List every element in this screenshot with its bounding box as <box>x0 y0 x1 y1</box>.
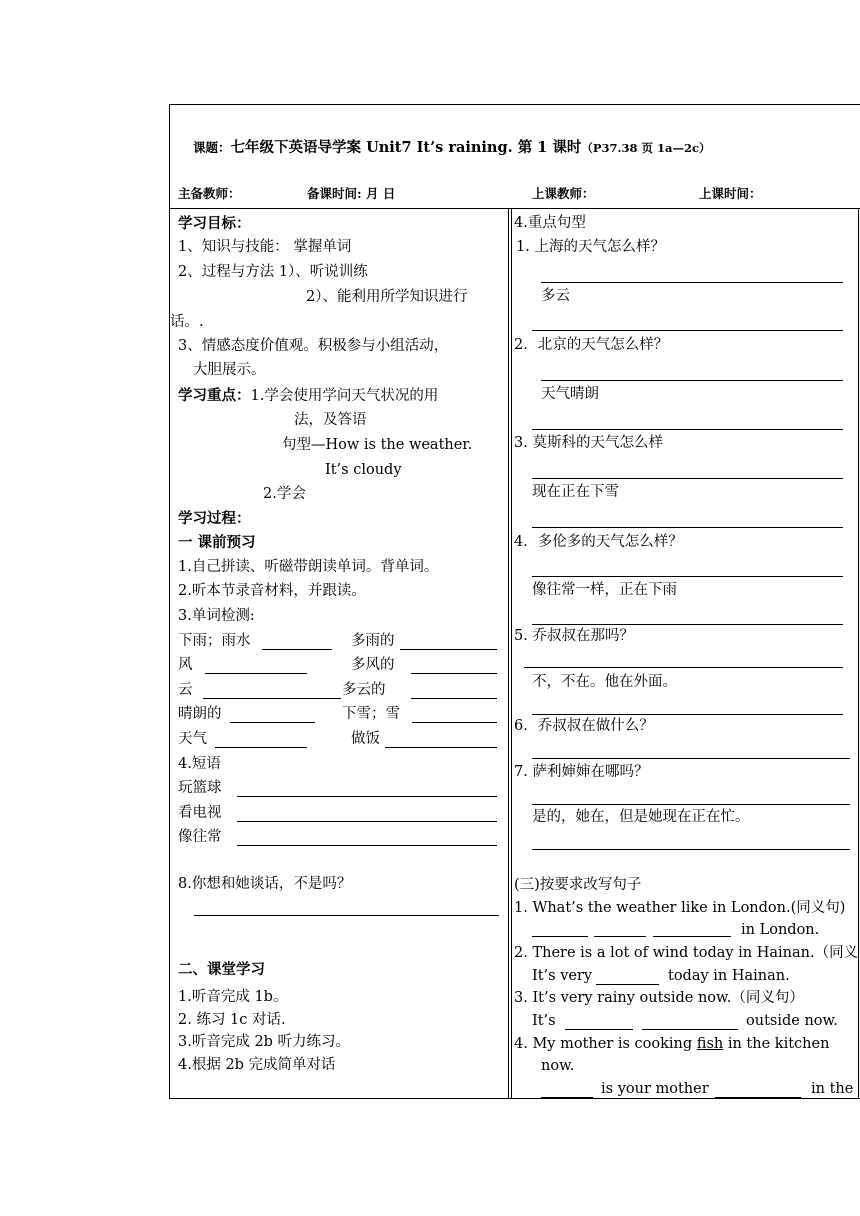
header-divider <box>170 208 860 209</box>
answer-blank[interactable] <box>237 821 497 822</box>
phrase-item: 像往常 <box>178 829 222 845</box>
sentence-question-7: 7. 萨利婶婶在哪吗？ <box>514 764 649 780</box>
answer-blank[interactable] <box>400 649 497 650</box>
focus-line-1: 学习重点：1.学会使用学问天气状况的用 <box>178 387 439 404</box>
sentence-hint-3: 现在正在下雪 <box>532 484 619 500</box>
sentence-question-1: 1. 上海的天气怎么样？ <box>516 239 665 255</box>
sentence-question-5: 5. 乔叔叔在那吗？ <box>514 628 634 644</box>
rewrite-3-pre: It’s <box>532 1013 556 1029</box>
answer-blank[interactable] <box>532 527 843 528</box>
answer-blank[interactable] <box>532 429 843 430</box>
answer-blank[interactable] <box>205 673 307 674</box>
answer-blank[interactable] <box>524 667 843 668</box>
answer-blank[interactable] <box>532 804 850 805</box>
focus-line-3: 句型—How is the weather. <box>282 437 473 453</box>
section-3-heading: (三)按要求改写句子 <box>514 877 642 893</box>
goal-2b: 2）、能利用所学知识进行 <box>306 289 468 305</box>
section-1-heading: 一 课前预习 <box>178 534 256 551</box>
rewrite-3-post: outside now. <box>746 1013 838 1029</box>
class-item-4: 4.根据 2b 完成简单对话 <box>178 1057 336 1073</box>
teacher-label: 主备教师： <box>178 186 241 201</box>
answer-blank[interactable] <box>203 698 341 699</box>
rewrite-1: 1. What’s the weather like in London.(同义句) <box>514 900 846 916</box>
sentence-question-4: 4．多伦多的天气怎么样？ <box>514 534 683 550</box>
answer-blank[interactable] <box>594 936 646 937</box>
vocab-word: 晴朗的 <box>178 706 222 722</box>
answer-blank[interactable] <box>541 1097 593 1098</box>
rewrite-3: 3. It’s very rainy outside now.（同义句） <box>514 990 804 1006</box>
section-2-heading: 二、课堂学习 <box>178 961 265 978</box>
class-teacher-label: 上课教师： <box>532 186 595 201</box>
goal-3b: 大胆展示。 <box>193 362 266 378</box>
vocab-word: 做饭 <box>351 731 380 747</box>
answer-blank[interactable] <box>532 330 843 331</box>
answer-blank[interactable] <box>385 747 497 748</box>
rewrite-2-pre: It’s very <box>532 968 593 984</box>
answer-blank[interactable] <box>541 282 843 283</box>
vocab-word: 下雨；雨水 <box>178 633 251 649</box>
answer-blank[interactable] <box>215 747 307 748</box>
answer-blank[interactable] <box>532 758 850 759</box>
answer-blank[interactable] <box>541 380 843 381</box>
answer-blank[interactable] <box>411 698 497 699</box>
goal-2c: 话。. <box>170 314 204 330</box>
rewrite-1-tail: in London. <box>741 922 820 938</box>
class-time-label: 上课时间： <box>699 186 762 201</box>
answer-blank[interactable] <box>262 649 332 650</box>
goal-1: 1、知识与技能： 掌握单词 <box>178 239 352 255</box>
answer-blank[interactable] <box>532 624 843 625</box>
sentence-question-6: 6．乔叔叔在做什么？ <box>514 718 654 734</box>
sentence-hint-1: 多云 <box>541 288 570 304</box>
vocab-word: 风 <box>178 657 193 673</box>
phrases-heading: 4.短语 <box>178 756 221 772</box>
vocab-word: 下雪；雪 <box>342 706 400 722</box>
focus-line-5: 2.学会 <box>263 486 306 502</box>
focus-line-4: It’s cloudy <box>325 462 402 478</box>
preview-item-1: 1.自己拼读、听磁带朗读单词。背单词。 <box>178 559 439 575</box>
question-8: 8.你想和她谈话，不是吗？ <box>178 876 352 892</box>
vocab-word: 天气 <box>178 731 207 747</box>
phrase-item: 玩篮球 <box>178 780 222 796</box>
goal-2: 2、过程与方法 1）、听说训练 <box>178 264 368 280</box>
answer-blank[interactable] <box>532 849 850 850</box>
answer-blank[interactable] <box>230 722 315 723</box>
answer-blank[interactable] <box>532 478 843 479</box>
answer-blank[interactable] <box>412 722 497 723</box>
answer-blank[interactable] <box>532 714 843 715</box>
answer-blank[interactable] <box>653 936 731 937</box>
answer-blank[interactable] <box>532 576 843 577</box>
vocab-word: 云 <box>178 682 193 698</box>
phrase-item: 看电视 <box>178 805 222 821</box>
sentence-question-3: 3. 莫斯科的天气怎么样 <box>514 435 663 451</box>
sentence-hint-2: 天气晴朗 <box>541 386 599 402</box>
rewrite-4-mid: is your mother <box>601 1081 709 1097</box>
rewrite-2-post: today in Hainan. <box>668 968 790 984</box>
rewrite-2: 2. There is a lot of wind today in Hainan.（同义 <box>514 945 859 961</box>
vocab-word: 多云的 <box>342 682 386 698</box>
class-item-3: 3.听音完成 2b 听力练习。 <box>178 1034 351 1050</box>
sentence-hint-5: 不，不在。他在外面。 <box>532 674 677 690</box>
right-border <box>858 209 859 1098</box>
vocab-word: 多风的 <box>351 657 395 673</box>
key-sentences-heading: 4.重点句型 <box>514 215 586 231</box>
page-title: 课题：七年级下英语导学案 Unit7 It’s raining. 第 1 课时（P37.38 页 1a—2c） <box>193 139 711 156</box>
focus-line-2: 法，及答语 <box>294 412 367 428</box>
vocab-word: 多雨的 <box>351 633 395 649</box>
answer-blank[interactable] <box>565 1029 633 1030</box>
answer-blank[interactable] <box>237 796 497 797</box>
answer-blank[interactable] <box>596 984 659 985</box>
process-heading: 学习过程： <box>178 510 251 527</box>
column-divider <box>508 209 512 1098</box>
answer-blank[interactable] <box>715 1097 801 1098</box>
sentence-question-2: 2．北京的天气怎么样？ <box>514 337 669 353</box>
rewrite-4-end: in the <box>811 1081 854 1097</box>
goal-3a: 3、情感态度价值观。积极参与小组活动， <box>178 338 449 354</box>
answer-blank[interactable] <box>642 1029 738 1030</box>
answer-blank[interactable] <box>532 936 588 937</box>
sentence-hint-7: 是的，她在，但是她现在正在忙。 <box>532 809 750 825</box>
preview-item-3: 3.单词检测: <box>178 608 255 624</box>
answer-blank[interactable] <box>194 915 499 916</box>
preview-item-2: 2.听本节录音材料，并跟读。 <box>178 583 366 599</box>
class-item-1: 1.听音完成 1b。 <box>178 989 288 1005</box>
answer-blank[interactable] <box>411 673 497 674</box>
prep-time-label: 备课时间: 月 日 <box>307 186 396 201</box>
rewrite-4-tail: now. <box>541 1058 575 1074</box>
sentence-hint-4: 像往常一样，正在下雨 <box>532 582 677 598</box>
goals-heading: 学习目标： <box>178 215 251 232</box>
answer-blank[interactable] <box>237 845 497 846</box>
class-item-2: 2. 练习 1c 对话. <box>178 1012 286 1028</box>
rewrite-4: 4. My mother is cooking fish in the kitchen <box>514 1036 830 1052</box>
